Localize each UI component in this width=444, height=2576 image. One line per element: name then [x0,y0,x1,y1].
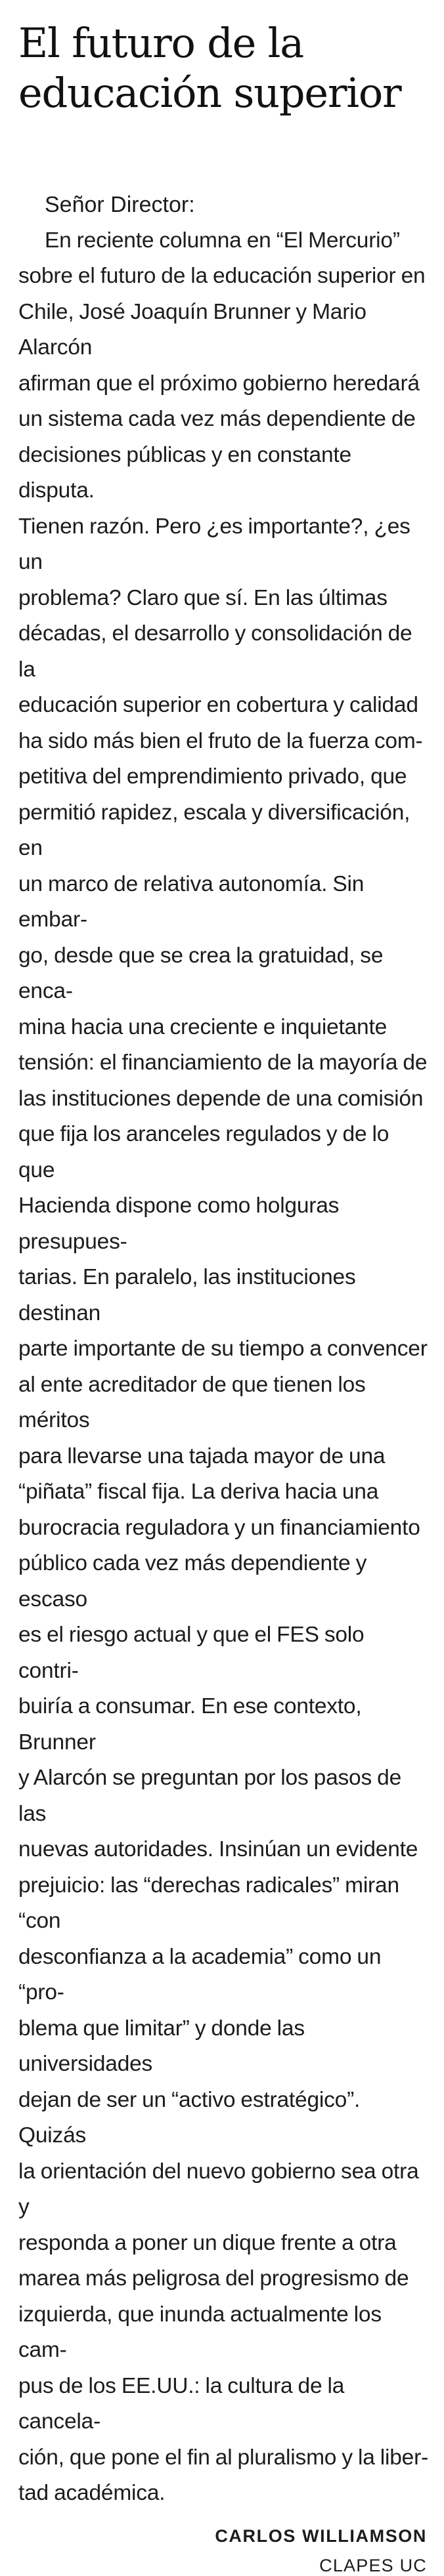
salutation: Señor Director: [45,192,195,217]
author-affiliation: CLAPES UC [319,2555,427,2575]
author-name: CARLOS WILLIAMSON [215,2525,427,2546]
letter-body: En reciente columna en “El Mercurio” sobre el futuro de la educación superior en Chile, José Joaquín Brunner y Mario Alarcón afirman que el próximo gobierno heredará un sistema cada vez más dependiente de decisiones públicas y en constante disputa. Tienen razón. Pero ¿es importante?, ¿es un problema? Claro que sí. En las últimas décadas, el desarrollo y consolidación de la educación superior en cobertura y calidad ha sido más bien el fruto de la fuerza com- petitiva del emprendimiento privado, que permitió rapidez, escala y diversificación, en un marco de relativa autonomía. Sin embar- go, desde que se crea la gratuidad, se enca- mina hacia una creciente e inquietante tensión: el financiamiento de la mayoría de las instituciones depende de una comisión que fija los aranceles regulados y de lo que Hacienda dispone como holguras presupues- tarias. En paralelo, las instituciones destinan parte importante de su tiempo a convencer al ente acreditador de que tienen los méritos para llevarse una tajada mayor de una “piñata” fiscal fija. La deriva hacia una burocracia reguladora y un financiamiento público cada vez más dependiente y escaso es el riesgo actual y que el FES solo contri- buiría a consumar. En ese contexto, Brunner y Alarcón se preguntan por los pasos de las nuevas autoridades. Insinúan un evidente prejuicio: las “derechas radicales” miran “con desconfianza a la academia” como un “pro- blema que limitar” y donde las universidades dejan de ser un “activo estratégico”. Quizás la orientación del nuevo gobierno sea otra y responda a poner un dique frente a otra marea más peligrosa del progresismo de izquierda, que inunda actualmente los cam- pus de los EE.UU.: la cultura de la cancela- ción, que pone el fin al pluralismo y la liber- tad académica. [18,228,429,2505]
headline: El futuro de la educación superior [18,19,401,117]
signature-block [18,2526,430,2576]
